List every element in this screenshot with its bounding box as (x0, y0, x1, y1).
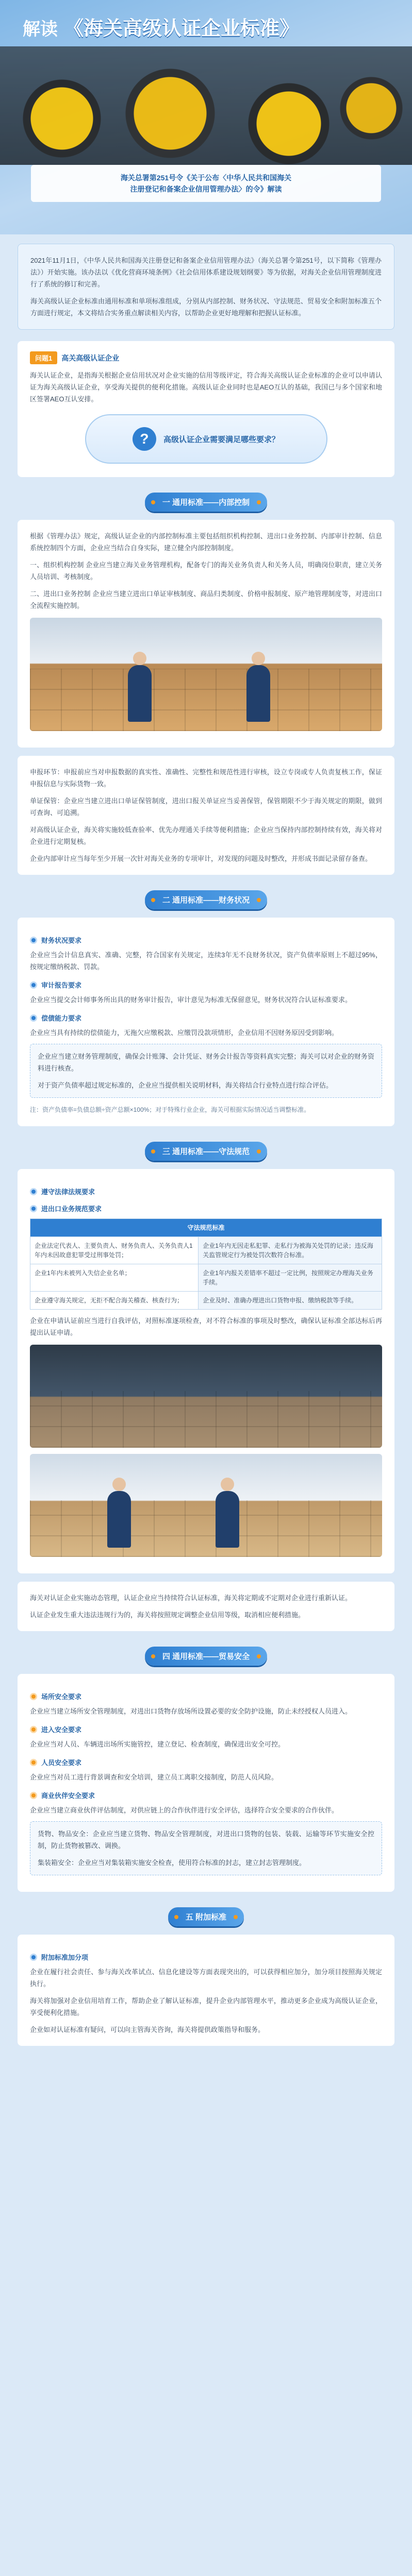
table-cell: 企业1年内报关差错率不超过一定比例，按照规定办理海关业务手续。 (199, 1264, 382, 1292)
part3-paragraph: 申报环节：申报前应当对申报数据的真实性、准确性、完整性和规范性进行审核，设立专岗或专人负责复核工作，保证申报信息与实际货物一致。 (30, 768, 382, 788)
officer-figure (107, 1491, 131, 1548)
inspection-photo (30, 1454, 382, 1557)
bullet-dot-icon (30, 1014, 37, 1022)
intro-card (18, 244, 394, 330)
part7-card (18, 1674, 394, 1892)
dot-icon (151, 500, 155, 504)
part1-tag: 问题1 (30, 351, 57, 364)
table-row (30, 1219, 382, 1237)
dot-icon (151, 1654, 155, 1658)
table-cell: 企业及时、准确办理进出口货物申报、缴纳税款等手续。 (199, 1292, 382, 1310)
dot-icon (257, 898, 261, 902)
intro-paragraph: 2021年11月1日，《中华人民共和国海关注册登记和备案企业信用管理办法》（海关总署令第251号，以下简称《管理办法》）开始实施。该办法以《优化营商环境条例》《社会信用体系建设规划纲要》等为依据，对海关企业信用管理制度进行了系统的修订和完善。 (30, 257, 382, 288)
inner-paragraph: 货物、物品安全：企业应当建立货物、物品安全管理制度，对进出口货物的包装、装载、运输等环节实施安全控制，防止货物被篡改、调换。 (38, 1830, 374, 1850)
dot-icon (257, 1149, 261, 1154)
inner-paragraph: 对于资产负债率超过规定标准的，企业应当提供相关说明材料，海关将结合行业特点进行综合评估。 (38, 1081, 333, 1089)
bullet-row (30, 1204, 382, 1213)
bullet-label: 附加标准加分项 (41, 1954, 89, 1961)
part2-paragraph: 根据《管理办法》规定，高级认证企业的内部控制标准主要包括组织机构控制、进出口业务控制、内部审计控制、信息系统控制四个方面，企业应当结合自身实际，建立健全内部控制制度。 (30, 532, 382, 552)
table-row (30, 1237, 382, 1264)
section-banner-2 (18, 890, 394, 909)
part4-note: 注：资产负债率=负债总额÷资产总额×100%；对于特殊行业企业，海关可根据实际情况适当调整标准。 (30, 1106, 310, 1113)
title-prefix: 解读 (23, 20, 58, 39)
dot-icon (234, 1915, 238, 1919)
hero-title (23, 12, 299, 41)
bullet-text: 企业应当对员工进行背景调查和安全培训，建立员工离职交接制度，防范人员风险。 (30, 1773, 278, 1781)
question-mark-icon: ? (133, 427, 156, 451)
standards-table (30, 1218, 382, 1310)
bullet-dot-icon (30, 937, 37, 944)
part8-paragraph: 海关将加强对企业信用培育工作，帮助企业了解认证标准，提升企业内部管理水平，推动更多企业成为高级认证企业，享受便利化措施。 (30, 1997, 382, 2016)
inner-paragraph: 集装箱安全：企业应当对集装箱实施安全检查，使用符合标准的封志，建立封志管理制度。 (38, 1859, 306, 1867)
part8-paragraph: 企业如对认证标准有疑问，可以向主管海关咨询，海关将提供政策指导和服务。 (30, 2026, 265, 2033)
officer-figure (216, 1491, 239, 1548)
section-banner-1 (18, 493, 394, 512)
bullet-text: 企业应当会计信息真实、准确、完整，符合国家有关规定，连续3年无不良财务状况，资产负债率原则上不超过95%，按规定缴纳税款、罚款。 (30, 951, 382, 971)
part2-card (18, 520, 394, 748)
bullet-text: 企业应当建立场所安全管理制度，对进出口货物存放场所设置必要的安全防护设施，防止未经授权人员进入。 (30, 1707, 352, 1715)
part2-paragraph: 一、组织机构控制 企业应当建立海关业务管理机构，配备专门的海关业务负责人和关务人员，明确岗位职责，建立关务人员培训、考核制度。 (30, 561, 382, 581)
cargo-photo (30, 1345, 382, 1448)
subtitle-line: 海关总署第251号令《关于公布〈中华人民共和国海关 (120, 174, 292, 182)
banner-text: 一 通用标准——内部控制 (162, 498, 250, 507)
inner-note-box (30, 1044, 382, 1098)
bullet-text: 企业在履行社会责任、参与海关改革试点、信息化建设等方面表现突出的，可以获得相应加分，加分项目按照海关规定执行。 (30, 1968, 382, 1988)
bullet-label: 偿债能力要求 (41, 1014, 82, 1022)
bullet-row (30, 1757, 382, 1767)
bullet-label: 进入安全要求 (41, 1726, 82, 1734)
part6-card (18, 1582, 394, 1631)
intro-paragraph: 海关高级认证企业标准由通用标准和单项标准组成，分别从内部控制、财务状况、守法规范、贸易安全和附加标准五个方面进行规定，本文将结合实务重点解读相关内容，以帮助企业更好地理解和把握认证标准。 (30, 297, 382, 317)
banner-pill (145, 890, 267, 909)
dot-icon (257, 500, 261, 504)
part6-paragraph: 认证企业发生重大违法违规行为的，海关将按照规定调整企业信用等级，取消相应便利措施。 (30, 1611, 305, 1619)
banner-text: 三 通用标准——守法规范 (162, 1147, 250, 1156)
dot-icon (151, 898, 155, 902)
bullet-row (30, 1013, 382, 1023)
bullet-dot-icon (30, 1726, 37, 1733)
banner-pill (145, 1142, 267, 1161)
cargo-boxes (30, 1500, 382, 1557)
bullet-row (30, 1724, 382, 1734)
part5-card (18, 1169, 394, 1573)
warehouse-photo (30, 618, 382, 731)
table-row (30, 1292, 382, 1310)
bullet-dot-icon (30, 1188, 37, 1195)
banner-pill (145, 493, 267, 512)
part3-paragraph: 对高级认证企业，海关将实施较低查验率、优先办理通关手续等便利措施；企业应当保持内部控制持续有效，海关将对企业进行定期复核。 (30, 826, 382, 845)
hero-banner (0, 0, 412, 234)
table-cell: 企业遵守海关规定，无拒不配合海关稽查、核查行为； (30, 1292, 199, 1310)
part4-card (18, 918, 394, 1126)
bullet-label: 财务状况要求 (41, 937, 82, 944)
bullet-row (30, 980, 382, 990)
table-header: 守法规范标准 (30, 1219, 382, 1237)
section-banner-5 (18, 1907, 394, 1926)
bullet-row (30, 935, 382, 945)
banner-pill (145, 1647, 267, 1666)
part2-paragraph: 二、进出口业务控制 企业应当建立进出口单证审核制度、商品归类制度、价格申报制度、原产地管理制度等，对进出口全流程实施控制。 (30, 590, 382, 609)
bullet-row (30, 1691, 382, 1701)
section-banner-3 (18, 1142, 394, 1161)
bullet-text: 企业应当具有持续的偿债能力，无拖欠应缴税款、应缴罚没款项情形，企业信用不因财务原因受到影响。 (30, 1029, 339, 1037)
dot-icon (257, 1654, 261, 1658)
bullet-dot-icon (30, 1205, 37, 1212)
bullet-label: 进出口业务规范要求 (41, 1205, 102, 1213)
bullet-row (30, 1187, 382, 1196)
part1-tag-title: 高关高级认证企业 (61, 353, 120, 362)
bullet-row (30, 1952, 382, 1962)
question-box (85, 414, 327, 464)
table-cell: 企业法定代表人、主要负责人、财务负责人、关务负责人1年内未因故意犯罪受过刑事处罚； (30, 1237, 199, 1264)
bullet-text: 企业应当建立商业伙伴评估制度，对供应链上的合作伙伴进行安全评估，选择符合安全要求的合作伙伴。 (30, 1806, 339, 1814)
bullet-label: 遵守法律法规要求 (41, 1188, 95, 1196)
part8-card (18, 1935, 394, 2046)
subtitle-line: 注册登记和备案企业信用管理办法〉的令》解读 (130, 185, 282, 193)
dot-icon (174, 1915, 178, 1919)
hero-subtitle-box (31, 165, 381, 202)
cargo-boxes (30, 1391, 382, 1448)
part6-paragraph: 海关对认证企业实施动态管理，认证企业应当持续符合认证标准，海关将定期或不定期对企业进行重新认证。 (30, 1594, 352, 1602)
banner-text: 五 附加标准 (185, 1913, 227, 1922)
bullet-row (30, 1790, 382, 1800)
part1-paragraph: 海关认证企业，是指海关根据企业信用状况对企业实施的信用等级评定，符合海关高级认证企业标准的企业可以申请认证为海关高级认证企业，享受海关提供的便利化措施。高级认证企业同时也是AEO互认的基础，我国已与多个国家和地区签署AEO互认安排。 (30, 371, 382, 403)
inner-paragraph: 企业应当建立财务管理制度，确保会计账簿、会计凭证、财务会计报告等资料真实完整；海关可以对企业的财务资料进行核查。 (38, 1053, 374, 1072)
banner-text: 二 通用标准——财务状况 (162, 896, 250, 905)
bullet-text: 企业应当对人员、车辆进出场所实施管控，建立登记、检查制度，确保进出安全可控。 (30, 1740, 285, 1748)
table-row (30, 1264, 382, 1292)
part1-tag-row (30, 351, 382, 364)
part3-paragraph: 单证保管：企业应当建立进出口单证保管制度，进出口报关单证应当妥善保管，保管期限不少于海关规定的期限，做到可查询、可追溯。 (30, 797, 382, 817)
section-banner-4 (18, 1647, 394, 1666)
banner-text: 四 通用标准——贸易安全 (162, 1652, 250, 1661)
dot-icon (151, 1149, 155, 1154)
bullet-dot-icon (30, 1792, 37, 1799)
bullet-label: 人员安全要求 (41, 1759, 82, 1767)
part1-card (18, 341, 394, 477)
table-cell: 企业1年内未被列入失信企业名单； (30, 1264, 199, 1292)
banner-pill (168, 1907, 244, 1926)
bullet-label: 场所安全要求 (41, 1693, 82, 1701)
question-text: 高级认证企业需要满足哪些要求？ (163, 435, 279, 444)
part3-card (18, 756, 394, 875)
bullet-dot-icon (30, 1954, 37, 1961)
bullet-dot-icon (30, 1759, 37, 1766)
table-cell: 企业1年内无因走私犯罪、走私行为被海关处罚的记录；违反海关监管规定行为被处罚次数符合标准。 (199, 1237, 382, 1264)
officer-figure (128, 665, 152, 722)
bullet-dot-icon (30, 981, 37, 989)
bullet-dot-icon (30, 1693, 37, 1700)
inner-note-box (30, 1821, 382, 1875)
officer-figure (246, 665, 270, 722)
part5-paragraph: 企业在申请认证前应当进行自我评估，对照标准逐项检查，对不符合标准的事项及时整改，确保认证标准全部达标后再提出认证申请。 (30, 1317, 382, 1336)
hero-photo (0, 46, 412, 165)
cargo-boxes (30, 669, 382, 731)
bullet-label: 审计报告要求 (41, 981, 82, 989)
bullet-label: 商业伙伴安全要求 (41, 1792, 95, 1800)
bullet-text: 企业应当提交会计师事务所出具的财务审计报告，审计意见为标准无保留意见，财务状况符合认证标准要求。 (30, 996, 352, 1004)
part3-paragraph: 企业内部审计应当每年至少开展一次针对海关业务的专项审计，对发现的问题及时整改，并形成书面记录留存备查。 (30, 855, 372, 862)
title-main: 《海关高级认证企业标准》 (64, 18, 300, 40)
